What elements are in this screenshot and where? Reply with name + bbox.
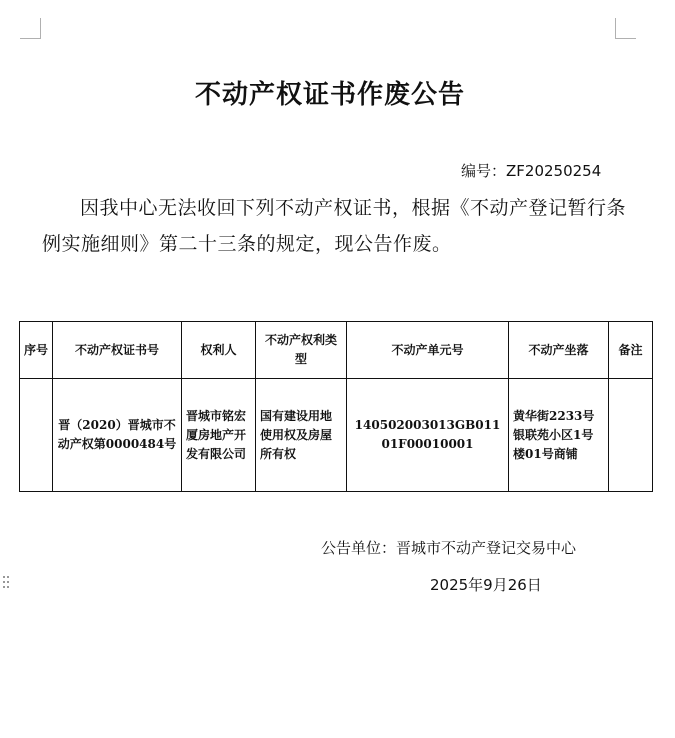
issue-date: 2025年9月26日 [430, 576, 542, 594]
header-remark: 备注 [609, 322, 653, 379]
issuing-unit [321, 537, 576, 558]
header-right-type: 不动产权利类型 [256, 322, 347, 379]
cell-unit-no: 140502003013GB01101F00010001 [347, 379, 509, 492]
table-header-row [20, 322, 653, 379]
cell-cert-no: 晋（2020）晋城市不动产权第0000484号 [53, 379, 182, 492]
cell-remark [609, 379, 653, 492]
document-number [461, 160, 601, 181]
document-number-label: 编号： [461, 162, 507, 180]
header-location: 不动产坐落 [509, 322, 609, 379]
cell-right-type: 国有建设用地使用权及房屋所有权 [256, 379, 347, 492]
table-row [20, 379, 653, 492]
cell-location: 黄华街2233号银联苑小区1号楼01号商铺 [509, 379, 609, 492]
page-corner-mark-top-right [615, 18, 636, 39]
cell-seq [20, 379, 53, 492]
issuing-unit-name: 晋城市不动产登记交易中心 [396, 539, 577, 557]
header-unit-no: 不动产单元号 [347, 322, 509, 379]
cancellation-table [19, 321, 653, 492]
document-number-value: ZF20250254 [506, 162, 602, 180]
cell-owner: 晋城市铭宏厦房地产开发有限公司 [182, 379, 256, 492]
header-owner: 权利人 [182, 322, 256, 379]
header-seq: 序号 [20, 322, 53, 379]
header-cert-no: 不动产权证书号 [53, 322, 182, 379]
body-paragraph: 因我中心无法收回下列不动产权证书，根据《不动产登记暂行条例实施细则》第二十三条的规定，现公告作废。 [42, 197, 627, 255]
document-title: 不动产权证书作废公告 [194, 80, 465, 110]
issuing-unit-label: 公告单位： [321, 539, 397, 557]
drag-handle-icon[interactable] [3, 576, 11, 592]
page-corner-mark-top-left [20, 18, 41, 39]
